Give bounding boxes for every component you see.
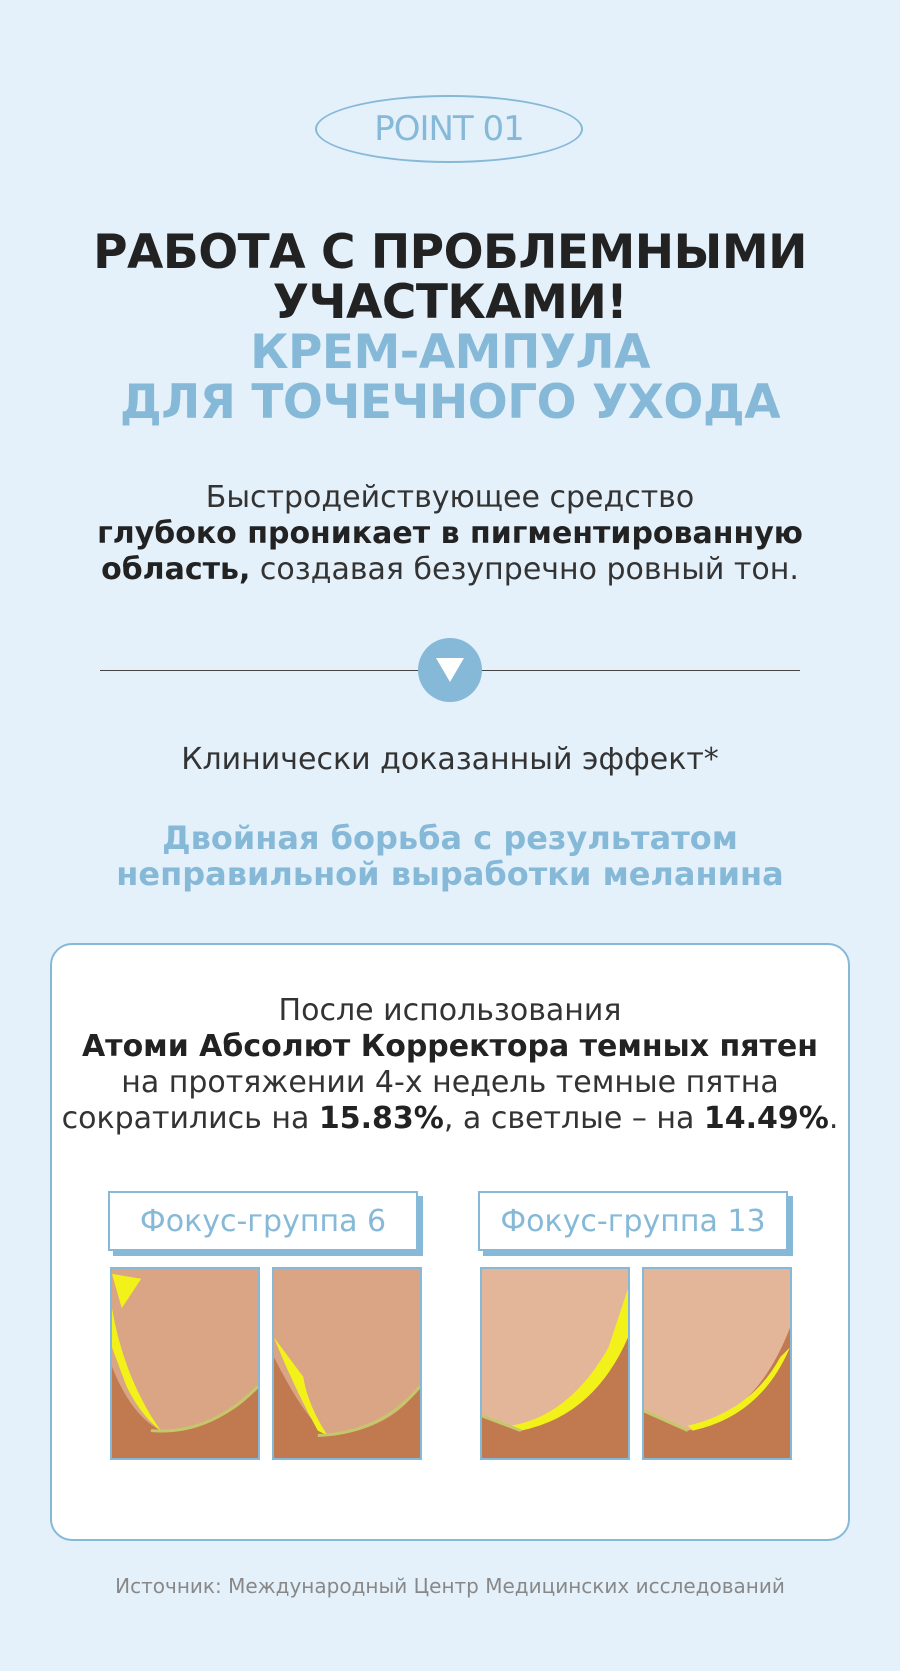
intro-line1: Быстродействующее средство <box>205 480 695 515</box>
source-note: Источник: Международный Центр Медицинских исследований <box>115 1574 785 1598</box>
headline <box>0 225 900 430</box>
results-line4-e: . <box>828 1101 839 1136</box>
after-photo <box>642 1267 792 1460</box>
subhead-line1: Двойная борьба с результатом <box>162 819 738 857</box>
focus-group-label: Фокус-группа 6 <box>108 1191 418 1251</box>
intro-line3-rest: создавая безупречно ровный тон. <box>250 552 799 587</box>
dark-spots-percent: 15.83% <box>318 1101 444 1136</box>
clinical-effect-label: Клинически доказанный эффект* <box>181 742 719 777</box>
headline-line2: УЧАСТКАМИ! <box>272 275 628 330</box>
results-line1: После использования <box>278 993 622 1028</box>
results-text <box>52 993 848 1137</box>
point-badge: POINT 01 <box>315 95 583 163</box>
intro-text <box>0 480 900 588</box>
focus-group-13 <box>478 1191 792 1460</box>
intro-line2: глубоко проникает в пигментированную <box>97 516 803 551</box>
before-photo <box>480 1267 630 1460</box>
headline-line4: ДЛЯ ТОЧЕЧНОГО УХОДА <box>119 375 781 430</box>
before-photo <box>110 1267 260 1460</box>
focus-group-label: Фокус-группа 13 <box>478 1191 788 1251</box>
intro-line3-bold: область, <box>101 552 251 587</box>
results-line4 <box>52 1101 848 1137</box>
subhead <box>0 820 900 892</box>
results-line4-c: , а светлые – на <box>443 1101 704 1136</box>
headline-line1: РАБОТА С ПРОБЛЕМНЫМИ <box>93 225 807 280</box>
headline-line3: КРЕМ-АМПУЛА <box>250 325 650 380</box>
results-line4-a: сократились на <box>61 1101 319 1136</box>
triangle-down-icon <box>418 638 482 702</box>
after-photo <box>272 1267 422 1460</box>
focus-group-6 <box>108 1191 422 1460</box>
photo-pair <box>480 1267 792 1460</box>
results-card <box>50 943 850 1541</box>
results-line3: на протяжении 4-х недель темные пятна <box>121 1065 779 1100</box>
photo-pair <box>110 1267 422 1460</box>
light-spots-percent: 14.49% <box>703 1101 829 1136</box>
results-line2: Атоми Абсолют Корректора темных пятен <box>81 1029 819 1064</box>
subhead-line2: неправильной выработки меланина <box>116 855 784 893</box>
